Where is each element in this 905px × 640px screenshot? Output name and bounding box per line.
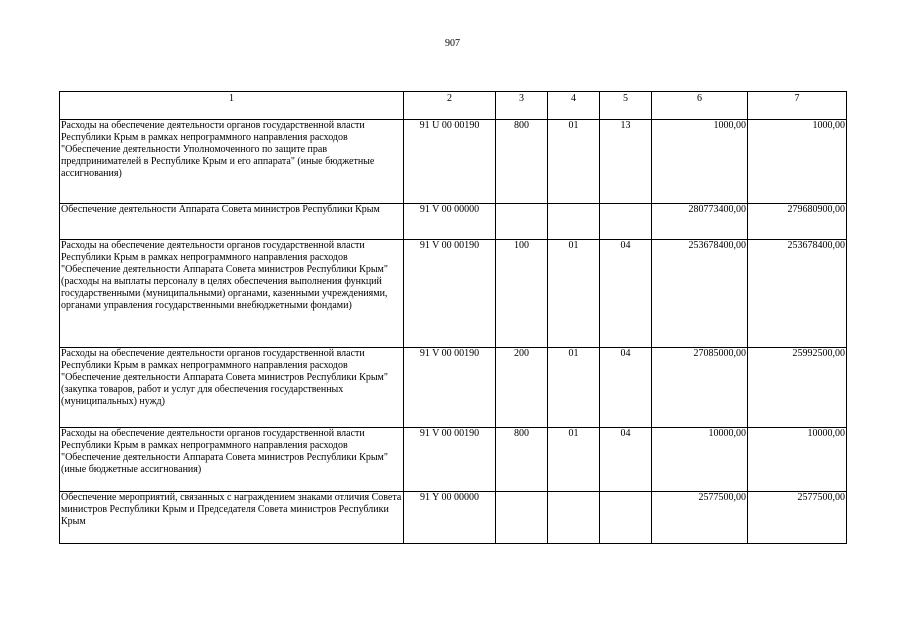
row-col-5: 04	[600, 348, 652, 428]
row-target-code: 91 V 00 00190	[404, 240, 496, 348]
table-row	[60, 428, 847, 492]
row-target-code: 91 Y 00 00000	[404, 492, 496, 544]
table-row	[60, 204, 847, 240]
row-name: Расходы на обеспечение деятельности органов государственной власти Республики Крым в рамках непрограммного направления расходов "Обеспечение деятельности Аппарата Совета министров Республики Крым" (иные бюджетные ассигнования)	[60, 428, 404, 492]
header-col-1: 1	[60, 92, 404, 120]
row-sum-7: 253678400,00	[748, 240, 847, 348]
row-sum-6: 27085000,00	[652, 348, 748, 428]
row-col-3: 800	[496, 428, 548, 492]
row-col-5: 13	[600, 120, 652, 204]
row-col-5: 04	[600, 240, 652, 348]
row-sum-7: 25992500,00	[748, 348, 847, 428]
row-target-code: 91 V 00 00190	[404, 428, 496, 492]
header-col-4: 4	[548, 92, 600, 120]
row-col-4	[548, 492, 600, 544]
row-sum-6: 2577500,00	[652, 492, 748, 544]
row-name: Расходы на обеспечение деятельности органов государственной власти Республики Крым в рамках непрограммного направления расходов "Обеспечение деятельности Уполномоченного по защите прав предпринимателей в Республике Крым и его аппарата" (иные бюджетные ассигнования)	[60, 120, 404, 204]
row-col-3: 800	[496, 120, 548, 204]
row-sum-7: 279680900,00	[748, 204, 847, 240]
table-row	[60, 240, 847, 348]
row-col-4: 01	[548, 240, 600, 348]
row-name: Расходы на обеспечение деятельности органов государственной власти Республики Крым в рамках непрограммного направления расходов "Обеспечение деятельности Аппарата Совета министров Республики Крым" (закупка товаров, работ и услуг для обеспечения государственных (муниципальных) нужд)	[60, 348, 404, 428]
row-name: Обеспечение мероприятий, связанных с награждением знаками отличия Совета министров Республики Крым и Председателя Совета министров Республики Крым	[60, 492, 404, 544]
row-col-5	[600, 492, 652, 544]
row-sum-7: 1000,00	[748, 120, 847, 204]
row-col-4: 01	[548, 120, 600, 204]
header-col-6: 6	[652, 92, 748, 120]
header-row	[60, 92, 847, 120]
row-sum-7: 10000,00	[748, 428, 847, 492]
row-col-3: 200	[496, 348, 548, 428]
row-target-code: 91 U 00 00190	[404, 120, 496, 204]
table-row	[60, 492, 847, 544]
row-sum-7: 2577500,00	[748, 492, 847, 544]
row-target-code: 91 V 00 00000	[404, 204, 496, 240]
table-row	[60, 348, 847, 428]
row-sum-6: 253678400,00	[652, 240, 748, 348]
row-name: Обеспечение деятельности Аппарата Совета министров Республики Крым	[60, 204, 404, 240]
page-number: 907	[445, 38, 460, 49]
row-col-4: 01	[548, 348, 600, 428]
row-col-5: 04	[600, 428, 652, 492]
row-sum-6: 1000,00	[652, 120, 748, 204]
header-col-7: 7	[748, 92, 847, 120]
table-row	[60, 120, 847, 204]
row-sum-6: 10000,00	[652, 428, 748, 492]
row-col-4: 01	[548, 428, 600, 492]
row-col-3: 100	[496, 240, 548, 348]
budget-table	[59, 91, 847, 544]
row-col-3	[496, 204, 548, 240]
header-col-5: 5	[600, 92, 652, 120]
row-col-3	[496, 492, 548, 544]
header-col-3: 3	[496, 92, 548, 120]
header-col-2: 2	[404, 92, 496, 120]
row-target-code: 91 V 00 00190	[404, 348, 496, 428]
row-sum-6: 280773400,00	[652, 204, 748, 240]
row-col-5	[600, 204, 652, 240]
row-col-4	[548, 204, 600, 240]
row-name: Расходы на обеспечение деятельности органов государственной власти Республики Крым в рамках непрограммного направления расходов "Обеспечение деятельности Аппарата Совета министров Республики Крым" (расходы на выплаты персоналу в целях обеспечения выполнения функций государственными (муниципальными) органами, казенными учреждениями, органами управления государственными внебюджетными фондами)	[60, 240, 404, 348]
